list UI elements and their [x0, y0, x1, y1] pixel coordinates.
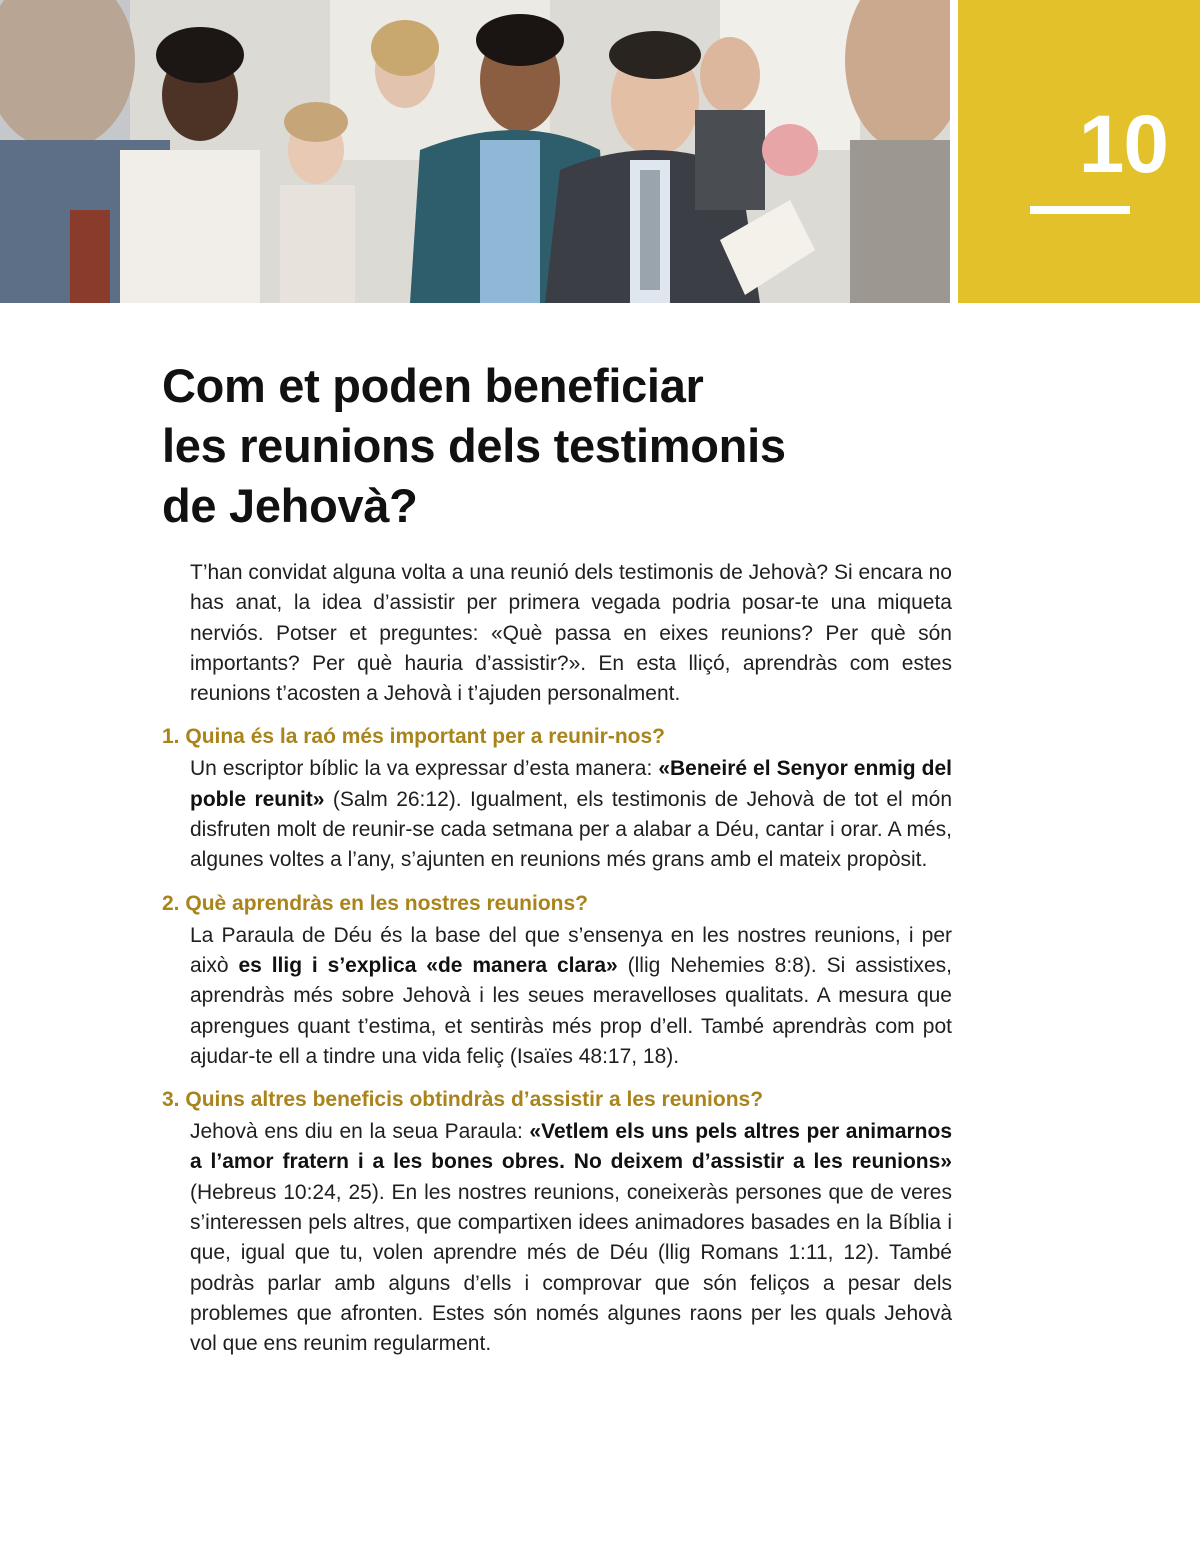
header-photo — [0, 0, 950, 303]
question-2-text: Què aprendràs en les nostres reunions? — [185, 891, 588, 915]
answer-3-quote: «Vetlem els uns pels altres per animarnos a l’amor fratern i a les bones obres. No deixem d’assistir a les reunions» — [190, 1120, 953, 1174]
question-1-number: 1. — [162, 725, 180, 749]
question-1 — [162, 722, 952, 752]
intro-paragraph: T’han convidat alguna volta a una reunió dels testimonis de Jehovà? Si encara no has anat, la idea d’assistir per primera vegada podria posar-te una miqueta nerviós. Potser et preguntes: «Què passa en eixes reunions? Per què són importants? Per què hauria d’assistir?». En esta lliçó, aprendràs com estes reunions t’acosten a Jehovà i t’ajuden personalment. — [190, 561, 952, 706]
lesson-number: 10 — [1078, 99, 1168, 190]
answer-3-paragraph — [190, 1117, 952, 1359]
answer-3-part-1: Jehovà ens diu en la seua Paraula: — [190, 1120, 530, 1144]
answer-2-paragraph — [190, 921, 952, 1072]
answer-1-part-2: (Salm 26:12). Igualment, els testimonis de Jehovà de tot el món disfruten molt de reunir-se cada setmana per a alabar a Déu, cantar i orar. A més, algunes voltes a l’any, s’ajunten en reunions més grans amb el mateix propòsit. — [190, 787, 952, 872]
question-1-text: Quina és la raó més important per a reunir-nos? — [185, 725, 665, 749]
answer-1-paragraph — [190, 754, 952, 875]
lesson-badge — [958, 0, 1200, 303]
page-title: Com et poden beneficiar les reunions dels testimonis de Jehovà? — [162, 359, 786, 532]
question-2 — [162, 889, 952, 919]
question-3 — [162, 1085, 952, 1115]
question-2-number: 2. — [162, 891, 180, 915]
answer-3-part-2: (Hebreus 10:24, 25). En les nostres reunions, coneixeràs persones que de veres s’interessen pels altres, que compartixen idees animadores basades en la Bíblia i que, igual que tu, volen aprendre més de Déu (llig Romans 1:11, 12). També podràs parlar amb alguns d’ells i comprovar que són feliços a pesar dels problemes que afronten. Estes són només algunes raons per les quals Jehovà vol que ens reunim regularment. — [190, 1180, 952, 1356]
meeting-photo-illustration — [0, 0, 950, 303]
question-3-number: 3. — [162, 1088, 180, 1112]
question-3-text: Quins altres beneficis obtindràs d’assistir a les reunions? — [185, 1088, 764, 1112]
lesson-content — [162, 558, 952, 1360]
answer-1-part-1: Un escriptor bíblic la va expressar d’esta manera: — [190, 757, 659, 781]
answer-2-quote: es llig i s’explica «de manera clara» — [238, 953, 618, 977]
answer-1-quote: «Beneiré el Senyor enmig del poble reunit» — [190, 757, 952, 811]
answer-2-part-1: La Paraula de Déu és la base del que s’ensenya en les nostres reunions, i per això — [190, 923, 952, 977]
answer-2-part-2: (llig Nehemies 8:8). Si assistixes, aprendràs més sobre Jehovà i les seues meravelloses qualitats. A mesura que aprengues quant t’estima, et sentiràs més prop d’ell. També aprendràs com pot ajudar-te ell a tindre una vida feliç (Isaïes 48:17, 18). — [190, 953, 953, 1068]
lesson-number-underline — [1030, 206, 1130, 214]
